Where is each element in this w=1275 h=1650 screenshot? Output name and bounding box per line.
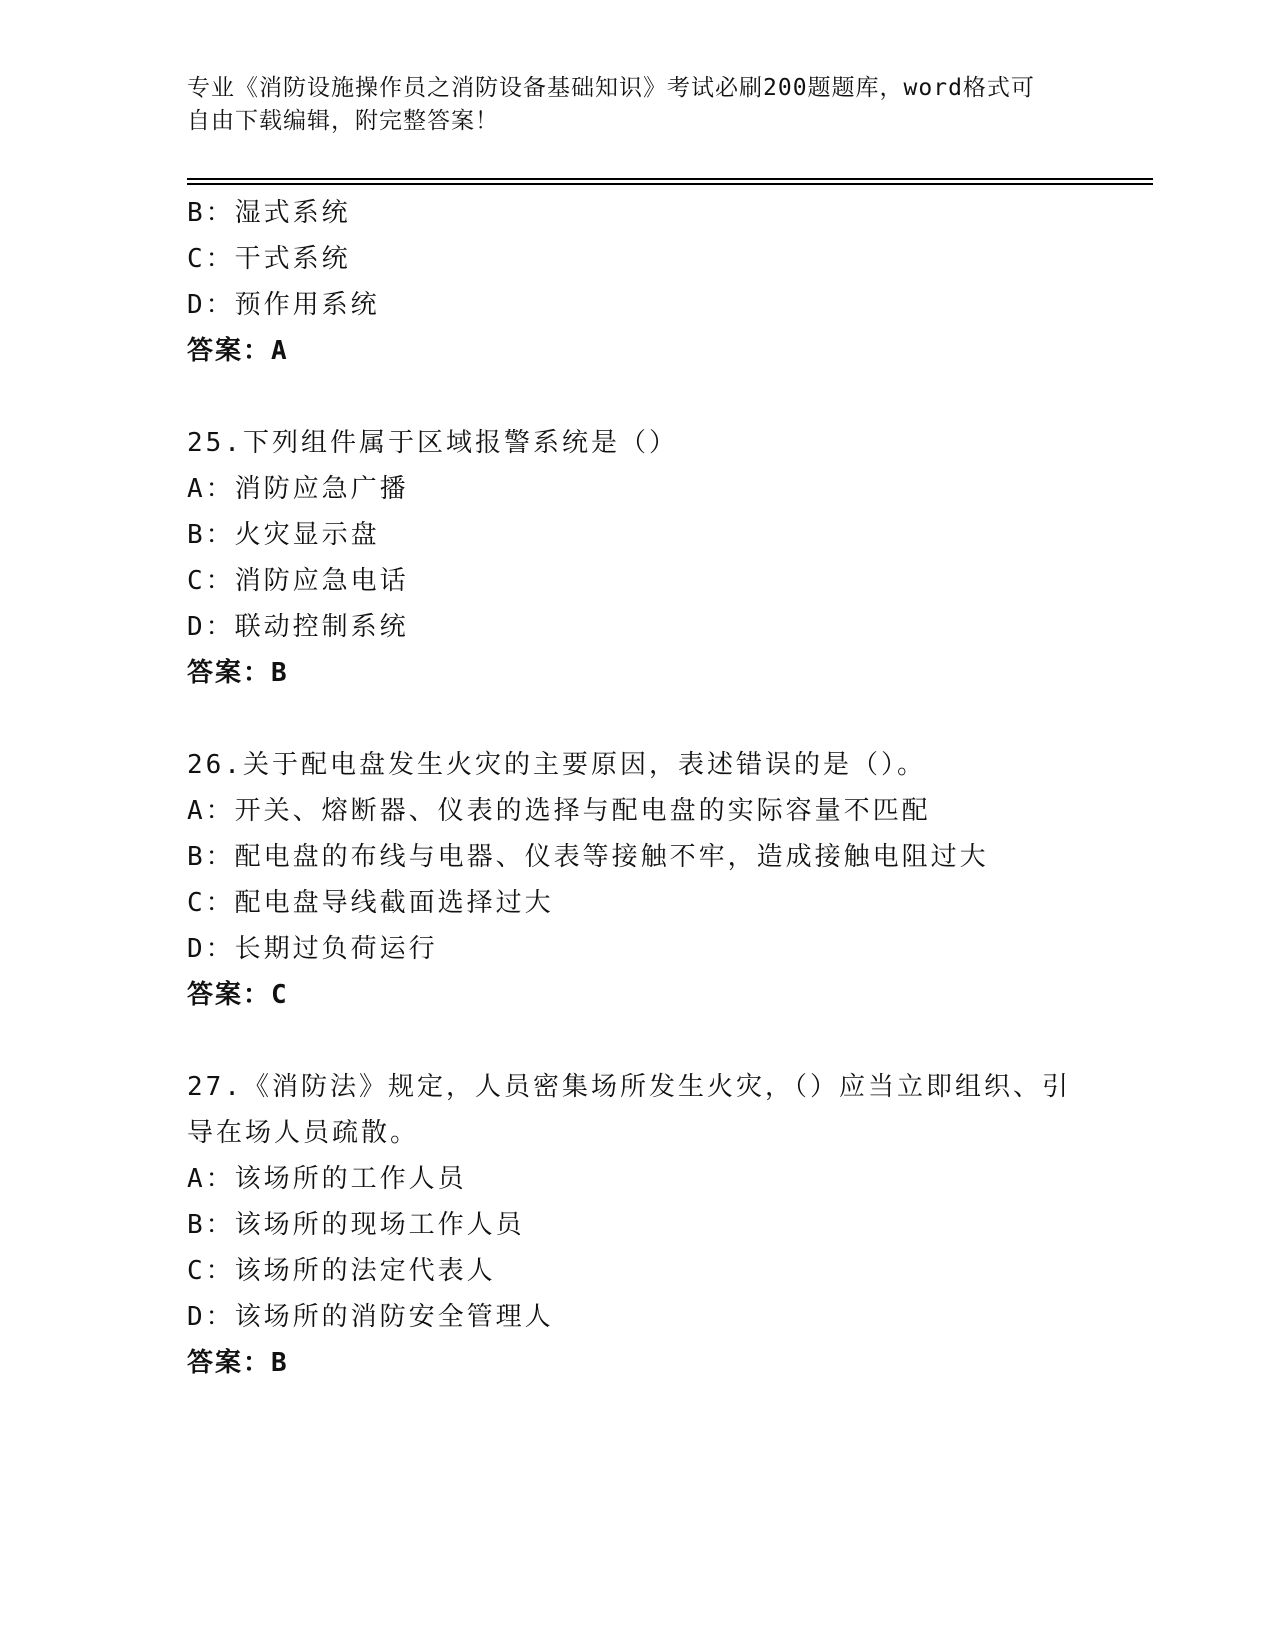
option-a: A：消防应急广播 (187, 474, 409, 504)
option-a: A：该场所的工作人员 (187, 1164, 467, 1194)
answer-line: 答案：A (187, 336, 289, 366)
option-c: C：配电盘导线截面选择过大 (187, 888, 554, 918)
option-d: D：长期过负荷运行 (187, 934, 438, 964)
question-stem-line-1: 27.《消防法》规定，人员密集场所发生火灾，（）应当立即组织、引 (187, 1072, 1071, 1102)
option-b: B：火灾显示盘 (187, 520, 380, 550)
option-a: A：开关、熔断器、仪表的选择与配电盘的实际容量不匹配 (187, 796, 931, 826)
option-c: C：该场所的法定代表人 (187, 1256, 496, 1286)
option-d: D：该场所的消防安全管理人 (187, 1302, 554, 1332)
option-d: D：联动控制系统 (187, 612, 409, 642)
option-c: C：消防应急电话 (187, 566, 409, 596)
spacer (187, 374, 1167, 420)
spacer (187, 696, 1167, 742)
answer-line: 答案：B (187, 658, 289, 688)
header-divider-top (187, 178, 1153, 180)
document-header (187, 72, 1067, 138)
question-26 (187, 742, 1167, 1018)
question-list (187, 190, 1167, 1386)
question-25 (187, 420, 1167, 696)
question-stem-line-2: 导在场人员疏散。 (187, 1118, 420, 1148)
previous-question-continuation (187, 190, 1167, 374)
question-stem: 25.下列组件属于区域报警系统是（） (187, 428, 678, 458)
option-b: B：配电盘的布线与电器、仪表等接触不牢，造成接触电阻过大 (187, 842, 989, 872)
option-d: D：预作用系统 (187, 290, 380, 320)
answer-line: 答案：B (187, 1348, 289, 1378)
option-c: C：干式系统 (187, 244, 351, 274)
spacer (187, 1018, 1167, 1064)
answer-line: 答案：C (187, 980, 289, 1010)
option-b: B：湿式系统 (187, 198, 351, 228)
header-title-line-2: 自由下载编辑，附完整答案！ (187, 108, 499, 134)
option-b: B：该场所的现场工作人员 (187, 1210, 525, 1240)
question-27 (187, 1064, 1167, 1386)
header-divider-bottom (187, 183, 1153, 185)
header-title-line-1: 专业《消防设施操作员之消防设备基础知识》考试必刷200题题库，word格式可 (187, 75, 1035, 101)
question-stem: 26.关于配电盘发生火灾的主要原因，表述错误的是（）。 (187, 750, 926, 780)
